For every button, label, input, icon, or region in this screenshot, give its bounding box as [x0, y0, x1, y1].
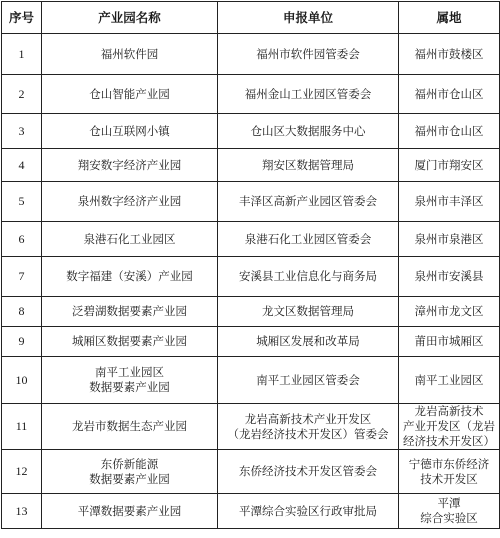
park-name-text: 泛碧湖数据要素产业园	[72, 304, 187, 318]
row-park-name	[42, 114, 218, 149]
park-name-text: 翔安数字经济产业园	[77, 157, 182, 172]
location-text: 泉州市泉港区	[414, 231, 484, 246]
unit-text: 泉港石化工业园区管委会	[244, 231, 372, 246]
row-park-name	[42, 75, 218, 114]
row-park-name	[42, 357, 218, 404]
row-applicant-unit	[218, 450, 399, 494]
row-index: 11	[2, 404, 42, 450]
unit-text: 南平工业园区管委会	[256, 372, 360, 387]
table-header-row	[2, 2, 500, 34]
row-park-name	[42, 257, 218, 297]
unit-text: 翔安区数据管理局	[262, 157, 354, 172]
row-index: 13	[2, 494, 42, 529]
header-location: 属地	[399, 2, 500, 34]
location-text: 厦门市翔安区	[414, 157, 484, 172]
location-text: 泉州市安溪县	[414, 269, 484, 283]
row-location	[399, 149, 500, 182]
unit-text: 丰泽区高新产业园区管委会	[239, 194, 377, 208]
row-applicant-unit	[218, 182, 399, 222]
row-applicant-unit	[218, 357, 399, 404]
row-index: 7	[2, 257, 42, 297]
location-text: 福州市鼓楼区	[414, 46, 484, 61]
park-name-text: 数字福建（安溪）产业园	[66, 269, 193, 283]
row-park-name	[42, 149, 218, 182]
row-location	[399, 182, 500, 222]
table-row	[2, 450, 500, 494]
park-name-text: 仓山互联网小镇	[89, 123, 170, 138]
header-park-name: 产业园名称	[42, 2, 218, 34]
row-location	[399, 450, 500, 494]
row-location	[399, 494, 500, 529]
row-location	[399, 404, 500, 450]
park-name-text: 福州软件园	[100, 46, 159, 61]
row-applicant-unit	[218, 257, 399, 297]
row-location	[399, 34, 500, 75]
location-text: 平潭 综合实验区	[420, 496, 478, 525]
location-text: 南平工业园区	[414, 372, 484, 387]
unit-text: 东侨经济技术开发区管委会	[239, 464, 377, 478]
table-row	[2, 114, 500, 149]
row-index: 12	[2, 450, 42, 494]
table-row	[2, 494, 500, 529]
unit-text: 龙岩高新技术产业开发区 （龙岩经济技术开发区）管委会	[227, 411, 389, 441]
row-index: 3	[2, 114, 42, 149]
park-name-text: 仓山智能产业园	[89, 86, 170, 101]
row-park-name	[42, 222, 218, 257]
row-location	[399, 327, 500, 357]
table-row	[2, 327, 500, 357]
row-park-name	[42, 327, 218, 357]
table-row	[2, 404, 500, 450]
unit-text: 安溪县工业信息化与商务局	[239, 269, 377, 283]
row-location	[399, 222, 500, 257]
park-name-text: 龙岩市数据生态产业园	[72, 419, 187, 433]
row-applicant-unit	[218, 114, 399, 149]
row-park-name	[42, 404, 218, 450]
unit-text: 城厢区发展和改革局	[256, 334, 360, 348]
row-park-name	[42, 182, 218, 222]
location-text: 泉州市丰泽区	[414, 194, 484, 208]
table-row	[2, 222, 500, 257]
header-index: 序号	[2, 2, 42, 34]
row-index: 1	[2, 34, 42, 75]
location-text: 福州市仓山区	[414, 123, 484, 138]
table-row	[2, 75, 500, 114]
row-park-name	[42, 494, 218, 529]
industrial-park-table	[1, 1, 500, 529]
park-name-text: 城厢区数据要素产业园	[72, 334, 187, 348]
row-index: 2	[2, 75, 42, 114]
row-park-name	[42, 297, 218, 327]
park-name-text: 南平工业园区 数据要素产业园	[89, 365, 170, 394]
row-location	[399, 257, 500, 297]
row-applicant-unit	[218, 75, 399, 114]
location-text: 宁德市东侨经济 技术开发区	[408, 456, 490, 486]
row-applicant-unit	[218, 149, 399, 182]
unit-text: 福州市软件园管委会	[256, 46, 360, 61]
row-index: 5	[2, 182, 42, 222]
unit-text: 福州金山工业园区管委会	[244, 86, 372, 101]
row-location	[399, 75, 500, 114]
row-applicant-unit	[218, 404, 399, 450]
park-name-text: 平潭数据要素产业园	[77, 503, 182, 518]
table-row	[2, 34, 500, 75]
row-park-name	[42, 34, 218, 75]
row-location	[399, 297, 500, 327]
row-applicant-unit	[218, 34, 399, 75]
location-text: 福州市仓山区	[414, 86, 484, 101]
location-text: 龙岩高新技术 产业开发区（龙岩 经济技术开发区）	[403, 404, 495, 448]
row-index: 4	[2, 149, 42, 182]
park-name-text: 泉州数字经济产业园	[77, 194, 182, 208]
row-applicant-unit	[218, 327, 399, 357]
row-park-name	[42, 450, 218, 494]
park-name-text: 泉港石化工业园区	[83, 231, 176, 246]
unit-text: 仓山区大数据服务中心	[250, 123, 366, 138]
row-location	[399, 114, 500, 149]
row-index: 10	[2, 357, 42, 404]
unit-text: 龙文区数据管理局	[262, 304, 354, 318]
row-applicant-unit	[218, 494, 399, 529]
row-location	[399, 357, 500, 404]
row-applicant-unit	[218, 222, 399, 257]
unit-text: 平潭综合实验区行政审批局	[239, 503, 377, 518]
location-text: 漳州市龙文区	[414, 304, 484, 318]
location-text: 莆田市城厢区	[414, 334, 484, 348]
row-index: 6	[2, 222, 42, 257]
header-applicant-unit: 申报单位	[218, 2, 399, 34]
table-row	[2, 182, 500, 222]
table-row	[2, 297, 500, 327]
table-row	[2, 257, 500, 297]
row-index: 8	[2, 297, 42, 327]
row-index: 9	[2, 327, 42, 357]
row-applicant-unit	[218, 297, 399, 327]
table-row	[2, 357, 500, 404]
park-name-text: 东侨新能源 数据要素产业园	[89, 456, 170, 486]
table-row	[2, 149, 500, 182]
